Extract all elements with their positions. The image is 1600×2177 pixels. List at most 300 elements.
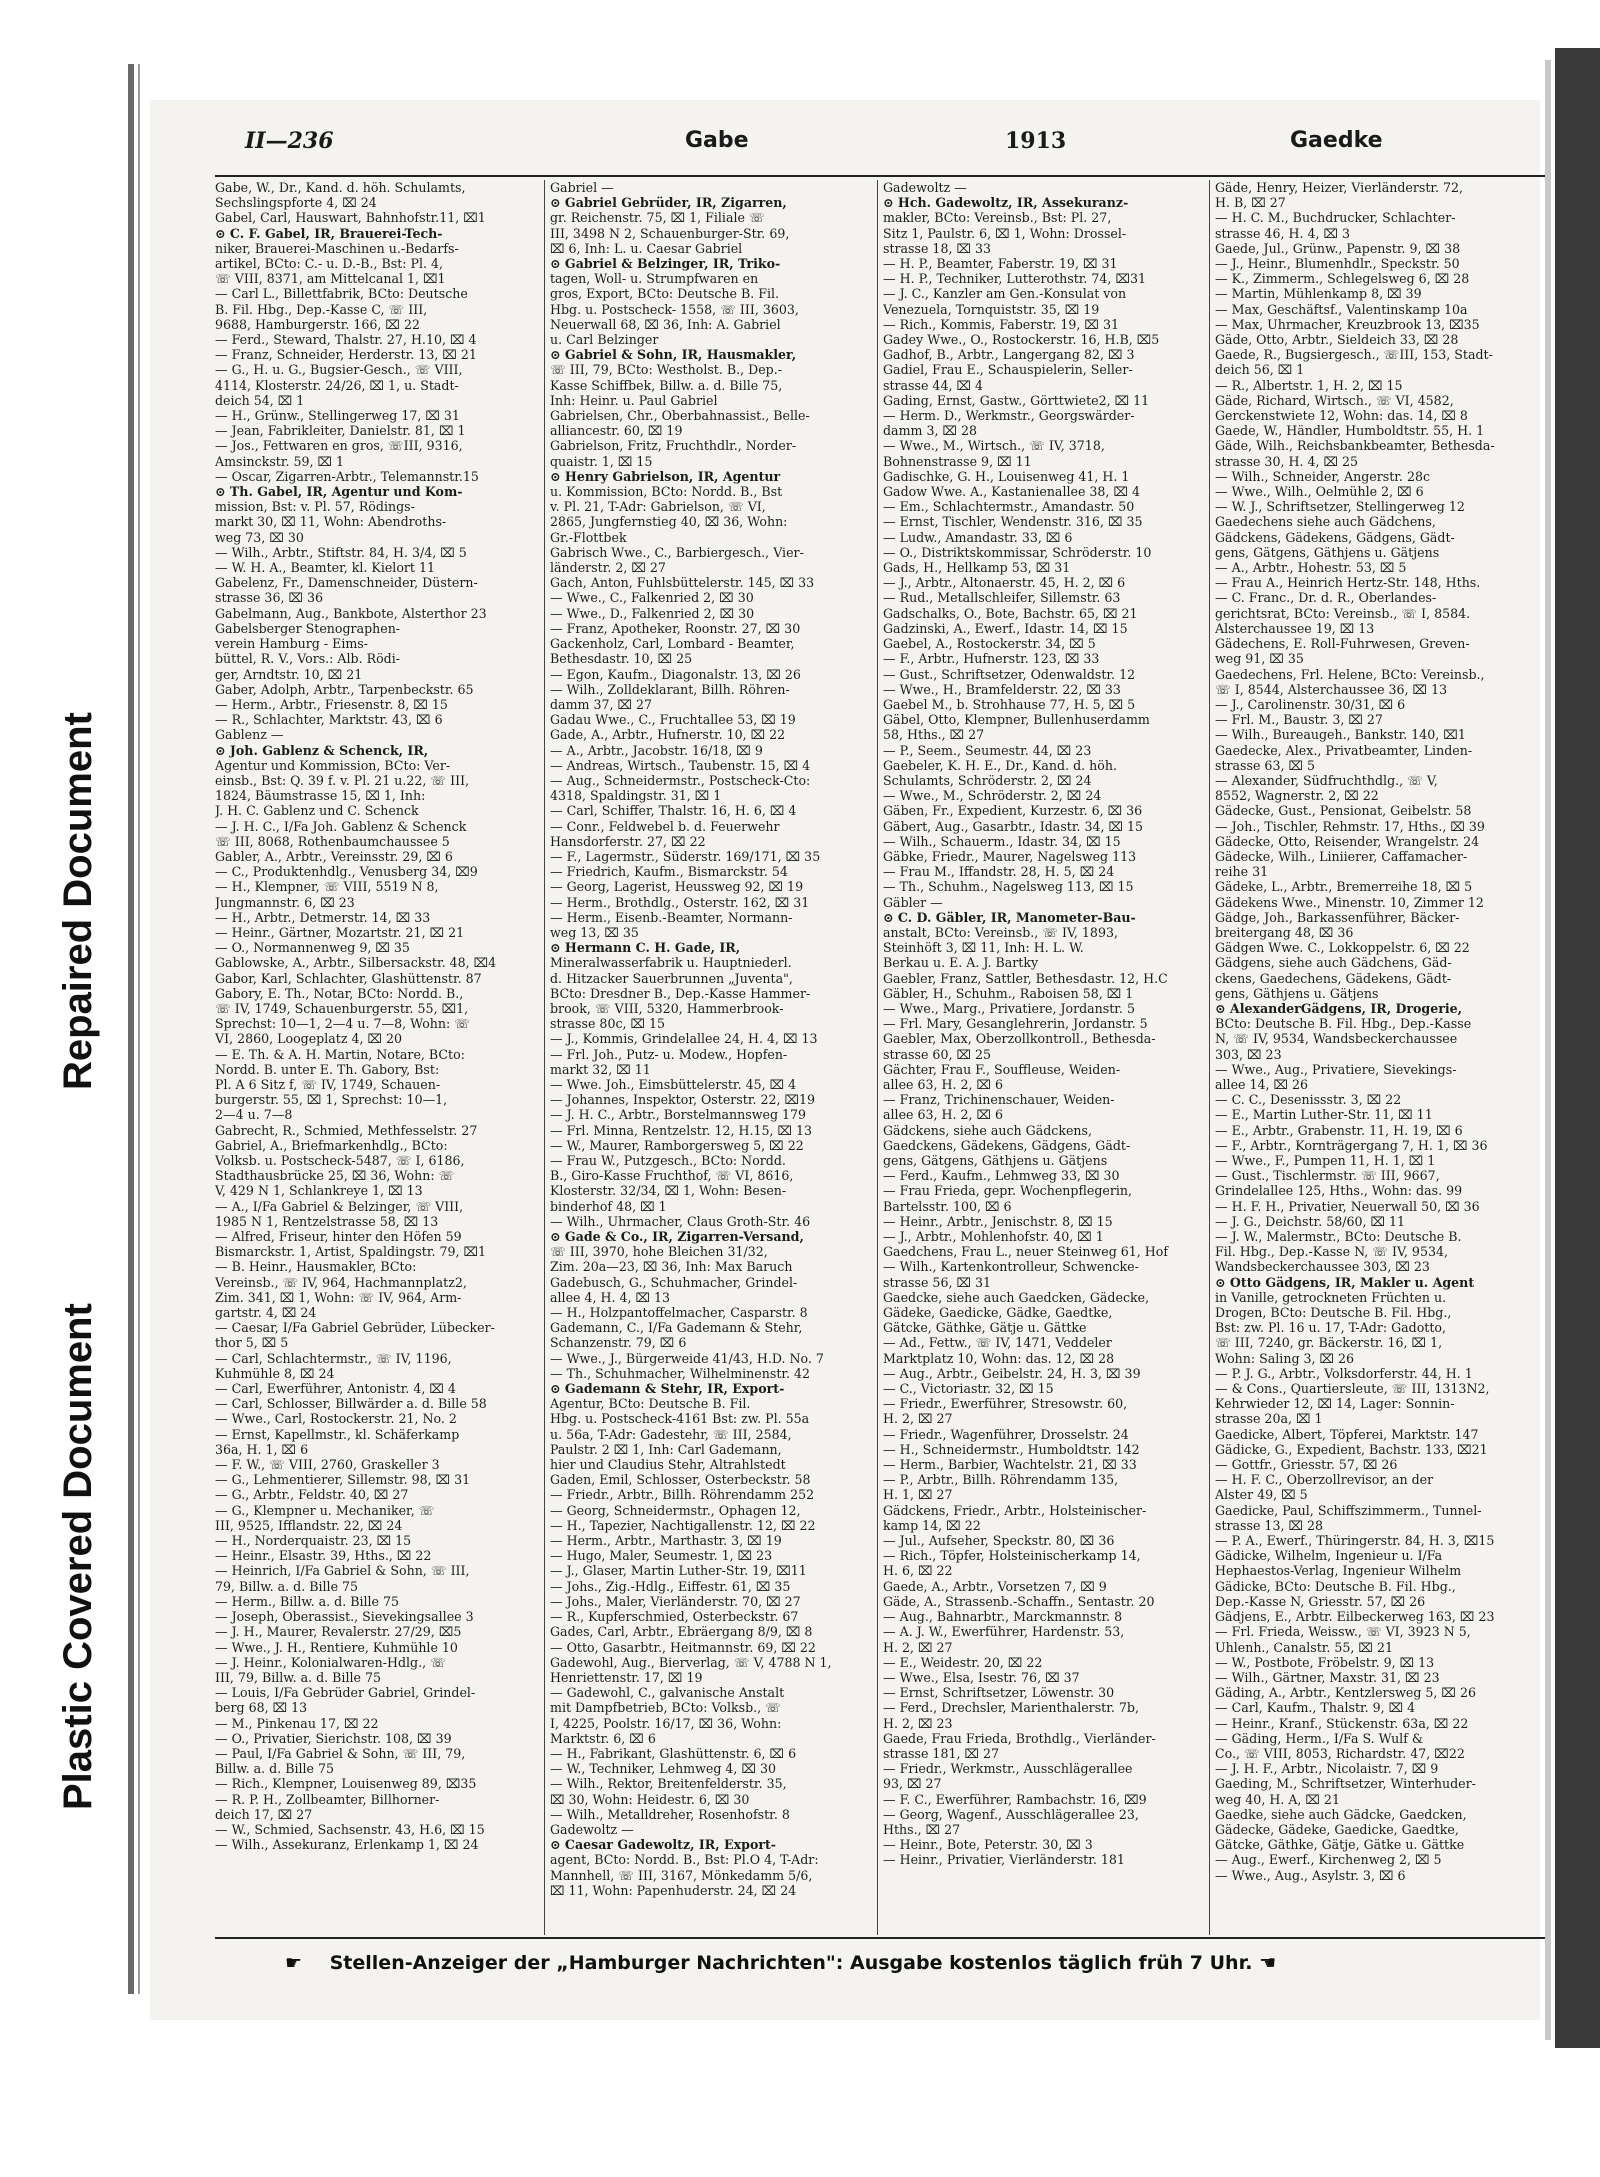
directory-entry: Gabriel — — [550, 180, 614, 195]
directory-entry: ⊙ Henry Gabrielson, IR, Agentur — [550, 468, 781, 484]
directory-entry: Gabe, W., Dr., Kand. d. höh. Schulamts, — [215, 180, 466, 195]
directory-entry: H. 2, ⌧ 27 — [883, 1411, 953, 1427]
directory-entry: — Frau A., Heinrich Hertz-Str. 148, Hths. — [1215, 575, 1481, 591]
directory-entry: — Carl, Ewerführer, Antonistr. 4, ⌧ 4 — [215, 1381, 456, 1397]
directory-entry: 2—4 u. 7—8 — [215, 1107, 293, 1123]
directory-entry: 79, Billw. a. d. Bille 75 — [215, 1578, 359, 1594]
directory-entry: — Gäding, Herm., I/Fa S. Wulf & — [1215, 1730, 1424, 1746]
directory-entry: v. Pl. 21, T-Adr: Gabrielson, ☏ VI, — [550, 499, 766, 515]
directory-entry: markt 30, ⌧ 11, Wohn: Abendroths- — [215, 514, 447, 530]
directory-entry: allee 14, ⌧ 26 — [1215, 1076, 1309, 1092]
directory-entry: Gätcke, Gäthke, Gätje, Gätke u. Gättke — [1215, 1837, 1465, 1853]
directory-entry: — Ernst, Tischler, Wendenstr. 316, ⌧ 35 — [883, 514, 1143, 530]
directory-entry: — Wwe., Aug., Privatiere, Sievekings- — [1215, 1061, 1457, 1077]
directory-entry: reihe 31 — [1215, 864, 1269, 880]
directory-entry: — B. Heinr., Hausmakler, BCto: — [215, 1259, 417, 1275]
directory-entry: H. 2, ⌧ 27 — [883, 1639, 953, 1655]
directory-entry: Gäbler — — [883, 894, 943, 910]
directory-entry: Neuerwall 68, ⌧ 36, Inh: A. Gabriel — [550, 316, 781, 332]
directory-entry: Sitz 1, Paulstr. 6, ⌧ 1, Wohn: Drossel- — [883, 225, 1127, 241]
directory-entry: — H. F. H., Privatier, Neuerwall 50, ⌧ 36 — [1215, 1198, 1480, 1214]
directory-entry: in Vanille, getrockneten Früchten u. — [1215, 1289, 1447, 1305]
directory-entry: 2865, Jungfernstieg 40, ⌧ 36, Wohn: — [550, 514, 788, 530]
directory-entry: — Wwe., F., Pumpen 11, H. 1, ⌧ 1 — [1215, 1153, 1436, 1168]
directory-entry: Grindelallee 125, Hths., Wohn: das. 99 — [1215, 1183, 1463, 1199]
directory-entry: u. Kommission, BCto: Nordd. B., Bst — [550, 484, 783, 500]
directory-entry: — Frau M., Iffandstr. 28, H. 5, ⌧ 24 — [883, 864, 1115, 880]
directory-entry: — Wwe., Elsa, Isestr. 76, ⌧ 37 — [883, 1669, 1080, 1685]
directory-entry: Gabrecht, R., Schmied, Methfesselstr. 27 — [215, 1122, 478, 1138]
directory-entry: deich 17, ⌧ 27 — [215, 1806, 313, 1822]
directory-entry: BCto: Dresdner B., Dep.-Kasse Hammer- — [550, 985, 811, 1001]
directory-entry: — K., Zimmerm., Schlegelsweg 6, ⌧ 28 — [1215, 271, 1470, 287]
directory-entry: Kuhmühle 8, ⌧ 24 — [215, 1365, 335, 1381]
directory-entry: Gaebel M., b. Strohhause 77, H. 5, ⌧ 5 — [883, 696, 1136, 712]
directory-entry: H. 2, ⌧ 23 — [883, 1715, 953, 1731]
directory-entry: ☏ III, 7240, gr. Bäckerstr. 16, ⌧ 1, — [1215, 1335, 1443, 1351]
directory-entry: Gaede, R., Bugsiergesch., ☏III, 153, Stadt- — [1215, 347, 1493, 363]
directory-entry: Nordd. B. unter E. Th. Gabory, Bst: — [215, 1061, 440, 1077]
directory-entry: Gaedecke, Alex., Privatbeamter, Linden- — [1215, 742, 1473, 758]
directory-entry: Gädckens, Friedr., Arbtr., Holsteinischer- — [883, 1502, 1147, 1518]
directory-entry: — H., Norderquaistr. 23, ⌧ 15 — [215, 1533, 412, 1549]
directory-entry: Gaedechens siehe auch Gädchens, — [1215, 514, 1436, 530]
directory-entry: — Wwe., Marg., Privatiere, Jordanstr. 5 — [883, 1000, 1135, 1016]
directory-entry: berg 68, ⌧ 13 — [215, 1700, 308, 1716]
directory-entry: allee 63, H. 2, ⌧ 6 — [883, 1107, 1004, 1123]
directory-entry: BCto: Deutsche B. Fil. Hbg., Dep.-Kasse — [1215, 1016, 1472, 1032]
directory-entry: — Rud., Metallschleifer, Sillemstr. 63 — [883, 590, 1121, 606]
directory-entry: — Heinrich, I/Fa Gabriel & Sohn, ☏ III, — [215, 1563, 470, 1579]
directory-entry: III, 79, Billw. a. d. Bille 75 — [215, 1669, 381, 1685]
directory-entry: — Wilh., Schneider, Angerstr. 28c — [1215, 468, 1431, 484]
directory-entry: — Heinr., Gärtner, Mozartstr. 21, ⌧ 21 — [215, 924, 465, 940]
directory-entry: weg 40, H. A, ⌧ 21 — [1215, 1791, 1340, 1807]
directory-entry: — Andreas, Wirtsch., Taubenstr. 15, ⌧ 4 — [550, 757, 811, 773]
directory-entry: — Wwe., J. H., Rentiere, Kuhmühle 10 — [215, 1639, 458, 1655]
directory-entry: Zim. 341, ⌧ 1, Wohn: ☏ IV, 964, Arm- — [215, 1289, 462, 1305]
directory-entry: — H. F. C., Oberzollrevisor, an der — [1215, 1472, 1434, 1488]
directory-entry: Gäbler, H., Schuhm., Raboisen 58, ⌧ 1 — [883, 985, 1134, 1001]
directory-entry: thor 5, ⌧ 5 — [215, 1335, 289, 1351]
directory-entry: — Herm., Arbtr., Friesenstr. 8, ⌧ 15 — [215, 696, 448, 712]
directory-entry: Henriettenstr. 17, ⌧ 19 — [550, 1669, 703, 1685]
directory-entry: ⊙ Joh. Gablenz & Schenck, IR, — [215, 742, 429, 758]
directory-entry: ⊙ Gabriel & Sohn, IR, Hausmakler, — [550, 347, 797, 363]
directory-entry: — Rich., Klempner, Louisenweg 89, ⌧35 — [215, 1776, 477, 1792]
directory-entry: — Frau W., Putzgesch., BCto: Nordd. — [550, 1153, 786, 1168]
directory-entry: — Aug., Bahnarbtr., Marckmannstr. 8 — [883, 1609, 1123, 1625]
directory-entry: — Wilh., Gärtner, Maxstr. 31, ⌧ 23 — [1215, 1669, 1440, 1685]
directory-entry: Gabrisch Wwe., C., Barbiergesch., Vier- — [550, 544, 804, 560]
page-number: II—236 — [245, 128, 334, 154]
directory-entry: Gabriel, A., Briefmarkenhdlg., BCto: — [215, 1137, 448, 1153]
directory-entry: — Frl. Minna, Rentzelstr. 12, H.15, ⌧ 13 — [550, 1122, 813, 1138]
directory-entry: — Frl. Joh., Putz- u. Modew., Hopfen- — [550, 1046, 788, 1062]
directory-entry: — H. C. M., Buchdrucker, Schlachter- — [1215, 210, 1456, 226]
directory-entry: Gaede, A., Arbtr., Vorsetzen 7, ⌧ 9 — [883, 1578, 1107, 1594]
directory-entry: — Wwe., M., Wirtsch., ☏ IV, 3718, — [883, 438, 1105, 454]
directory-entry: — Friedr., Arbtr., Billh. Röhrendamm 252 — [550, 1487, 815, 1503]
directory-entry: — Th., Schuhmacher, Wilhelminenstr. 42 — [550, 1365, 811, 1381]
directory-entry: Hbg. u. Postscheck- 1558, ☏ III, 3603, — [550, 301, 799, 317]
directory-entry: Alster 49, ⌧ 5 — [1215, 1487, 1308, 1503]
directory-entry: Gäbert, Aug., Gasarbtr., Idastr. 34, ⌧ 15 — [883, 818, 1144, 834]
directory-entry: — H. P., Beamter, Faberstr. 19, ⌧ 31 — [883, 256, 1118, 272]
directory-entry: tagen, Woll- u. Strumpfwaren en — [550, 271, 759, 287]
page-footer — [285, 1952, 1515, 1974]
directory-entry: — Wwe., Aug., Asylstr. 3, ⌧ 6 — [1215, 1867, 1406, 1883]
directory-entry: — Jean, Fabrikleiter, Danielstr. 81, ⌧ 1 — [215, 423, 466, 439]
directory-entry: Gädckens, siehe auch Gädckens, — [883, 1122, 1092, 1138]
directory-entry: mission, Bst: v. Pl. 57, Rödings- — [215, 499, 415, 515]
directory-entry: Gätcke, Gäthke, Gätje u. Gättke — [883, 1320, 1087, 1336]
directory-entry: strasse 63, ⌧ 5 — [1215, 757, 1315, 773]
directory-entry: Gaedchens, Frau L., neuer Steinweg 61, Hof — [883, 1244, 1169, 1260]
directory-entry: Hbg. u. Postscheck-4161 Bst: zw. Pl. 55a — [550, 1411, 810, 1427]
directory-entry: — H., Arbtr., Detmerstr. 14, ⌧ 33 — [215, 909, 431, 925]
directory-entry: Steinhöft 3, ⌧ 11, Inh: H. L. W. — [883, 940, 1084, 956]
directory-entry: — Gadewohl, C., galvanische Anstalt — [550, 1685, 785, 1701]
directory-entry: ⊙ Hermann C. H. Gade, IR, — [550, 940, 741, 956]
directory-entry: Bethesdastr. 10, ⌧ 25 — [550, 651, 693, 667]
directory-entry: — Heinr., Bote, Peterstr. 30, ⌧ 3 — [883, 1837, 1093, 1853]
directory-entry: Gades, Carl, Arbtr., Ebräergang 8/9, ⌧ 8 — [550, 1624, 813, 1640]
directory-entry: J. H. C. Gablenz und C. Schenck — [215, 803, 419, 819]
directory-entry: strasse 56, ⌧ 31 — [883, 1274, 992, 1290]
directory-entry: III, 3498 N 2, Schauenburger-Str. 69, — [550, 225, 790, 241]
directory-entry: damm 37, ⌧ 27 — [550, 696, 653, 712]
directory-entry: anstalt, BCto: Vereinsb., ☏ IV, 1893, — [883, 924, 1118, 940]
directory-entry: — Frl. Mary, Gesanglehrerin, Jordanstr. 5 — [883, 1016, 1148, 1032]
directory-entry: — J. H., Maurer, Revalerstr. 27/29, ⌧5 — [215, 1624, 462, 1640]
directory-entry: 93, ⌧ 27 — [883, 1776, 942, 1792]
directory-entry: — Georg, Schneidermstr., Ophagen 12, — [550, 1502, 801, 1518]
directory-entry: — Carl, Kaufm., Thalstr. 9, ⌧ 4 — [1215, 1700, 1416, 1716]
directory-entry: Gäde, A., Strassenb.-Schaffn., Sentastr. 20 — [883, 1593, 1155, 1609]
directory-entry: Gadischke, G. H., Louisenweg 41, H. 1 — [883, 468, 1130, 484]
directory-entry: — Wilh., Uhrmacher, Claus Groth-Str. 46 — [550, 1213, 811, 1229]
directory-entry: — C., Produktenhdlg., Venusberg 34, ⌧9 — [215, 864, 478, 880]
directory-entry: weg 91, ⌧ 35 — [1215, 651, 1304, 667]
directory-entry: — M., Pinkenau 17, ⌧ 22 — [215, 1715, 379, 1731]
directory-entry: ☏ III, 79, BCto: Westholst. B., Dep.- — [550, 362, 783, 378]
directory-entry: Gädecke, Gust., Pensionat, Geibelstr. 58 — [1215, 803, 1472, 819]
directory-entry: Klosterstr. 32/34, ⌧ 1, Wohn: Besen- — [550, 1183, 787, 1199]
directory-entry: Gadebusch, G., Schuhmacher, Grindel- — [550, 1274, 798, 1290]
directory-entry: — W., Postbote, Fröbelstr. 9, ⌧ 13 — [1215, 1654, 1435, 1670]
directory-entry: Gabelmann, Aug., Bankbote, Alsterthor 23 — [215, 605, 487, 621]
directory-entry: — Em., Schlachtermstr., Amandastr. 50 — [883, 499, 1135, 515]
directory-entry: Gädicke, Wilhelm, Ingenieur u. I/Fa — [1215, 1548, 1443, 1564]
column-divider — [1209, 180, 1210, 1935]
directory-entry: Fil. Hbg., Dep.-Kasse N, ☏ IV, 9534, — [1215, 1244, 1448, 1260]
directory-entry: — C., Victoriastr. 32, ⌧ 15 — [883, 1381, 1054, 1397]
directory-entry: Gädjens, E., Arbtr. Eilbeckerweg 163, ⌧ 23 — [1215, 1609, 1495, 1625]
directory-entry: — Herm., Brothdlg., Osterstr. 162, ⌧ 31 — [550, 894, 810, 910]
directory-entry: — P., Arbtr., Billh. Röhrendamm 135, — [883, 1472, 1119, 1488]
scan-edge-right — [1555, 48, 1600, 2048]
directory-entry: u. 56a, T-Adr: Gadestehr, ☏ III, 2584, — [550, 1426, 792, 1442]
directory-entry: — R., Kupferschmied, Osterbeckstr. 67 — [550, 1609, 799, 1625]
directory-entry: Gaedckens, Gädekens, Gädgens, Gädt- — [883, 1137, 1131, 1153]
directory-entry: — Caesar, I/Fa Gabriel Gebrüder, Lübecker- — [215, 1320, 495, 1336]
directory-entry: Gabler, A., Arbtr., Vereinsstr. 29, ⌧ 6 — [215, 848, 453, 864]
directory-entry: — Heinr., Privatier, Vierländerstr. 181 — [883, 1852, 1125, 1868]
directory-entry: — Max, Geschäftsf., Valentinskamp 10a — [1215, 301, 1468, 317]
pointing-hand-icon: ☛ — [285, 1952, 303, 1974]
directory-entry: 58, Hths., ⌧ 27 — [883, 727, 985, 743]
directory-entry: — Wilh., Bureaugeh., Bankstr. 140, ⌧1 — [1215, 727, 1466, 743]
directory-entry: — Gust., Schriftsetzer, Odenwaldstr. 12 — [883, 666, 1136, 682]
directory-entry: 4114, Klosterstr. 24/26, ⌧ 1, u. Stadt- — [215, 377, 459, 393]
directory-entry: — Hugo, Maler, Seumestr. 1, ⌧ 23 — [550, 1548, 773, 1564]
directory-entry: Dep.-Kasse N, Griesstr. 57, ⌧ 26 — [1215, 1593, 1426, 1609]
directory-entry: — Joh., Tischler, Rehmstr. 17, Hths., ⌧ 39 — [1215, 818, 1485, 834]
directory-entry: Gädekens Wwe., Minenstr. 10, Zimmer 12 — [1215, 894, 1484, 910]
directory-entry: — Paul, I/Fa Gabriel & Sohn, ☏ III, 79, — [215, 1745, 466, 1761]
directory-entry: burgerstr. 55, ⌧ 1, Sprechst: 10—1, — [215, 1092, 448, 1108]
directory-entry: — Carl L., Billettfabrik, BCto: Deutsche — [215, 286, 468, 302]
directory-entry: Gäding, A., Arbtr., Kentzlersweg 5, ⌧ 26 — [1215, 1685, 1476, 1701]
directory-entry: gens, Gäthjens u. Gätjens — [1215, 985, 1379, 1001]
directory-entry: Gaedechens, Frl. Helene, BCto: Vereinsb., — [1215, 666, 1485, 682]
directory-entry: Gädgen Wwe. C., Lokkoppelstr. 6, ⌧ 22 — [1215, 940, 1470, 956]
column-4 — [1215, 180, 1545, 1935]
directory-entry: — J., Arbtr., Mohlenhofstr. 40, ⌧ 1 — [883, 1229, 1104, 1245]
directory-entry: Gads, H., Hellkamp 53, ⌧ 31 — [883, 560, 1071, 576]
directory-entry: länderstr. 2, ⌧ 27 — [550, 560, 666, 576]
directory-entry: — Georg, Wagenf., Ausschlägerallee 23, — [883, 1806, 1139, 1822]
directory-entry: Schulamts, Schröderstr. 2, ⌧ 24 — [883, 772, 1092, 788]
directory-entry: — J. C., Kanzler am Gen.-Konsulat von — [883, 286, 1127, 302]
directory-entry: Wohn: Saling 3, ⌧ 26 — [1215, 1350, 1355, 1366]
directory-entry: Hths., ⌧ 27 — [883, 1821, 961, 1837]
directory-entry: — W. J., Schriftsetzer, Stellingerweg 12 — [1215, 499, 1465, 515]
directory-entry: — H., Tapezier, Nachtigallenstr. 12, ⌧ 22 — [550, 1517, 816, 1533]
directory-entry: — F. C., Ewerführer, Rambachstr. 16, ⌧9 — [883, 1791, 1147, 1807]
directory-entry: — A., Arbtr., Jacobstr. 16/18, ⌧ 9 — [550, 742, 763, 758]
directory-entry: ckens, Gaedechens, Gädekens, Gädt- — [1215, 970, 1452, 986]
directory-entry: ☏ III, 8068, Rothenbaumchaussee 5 — [215, 833, 450, 849]
directory-entry: H. B, ⌧ 27 — [1215, 195, 1286, 211]
directory-entry: ⊙ Gabriel & Belzinger, IR, Triko- — [550, 256, 781, 272]
directory-entry: — Frl. Frieda, Weissw., ☏ VI, 3923 N 5, — [1215, 1624, 1471, 1640]
directory-entry: verein Hamburg - Eims- — [215, 636, 369, 652]
directory-entry: Gaedke, siehe auch Gädcke, Gaedcken, — [1215, 1806, 1467, 1822]
directory-entry: I, 4225, Poolstr. 16/17, ⌧ 36, Wohn: — [550, 1715, 782, 1731]
header-last-entry: Gaedke — [1290, 128, 1383, 153]
directory-entry: u. Carl Belzinger — [550, 332, 659, 348]
directory-entry: — J. G., Deichstr. 58/60, ⌧ 11 — [1215, 1213, 1406, 1229]
directory-entry: — C. Franc., Dr. d. R., Oberlandes- — [1215, 590, 1437, 606]
directory-entry: Gadewoltz — — [883, 180, 967, 195]
directory-entry: Gäde, Henry, Heizer, Vierländerstr. 72, — [1215, 180, 1464, 195]
scan-edge-left-inner — [138, 64, 140, 1994]
directory-entry: Gädge, Joh., Barkassenführer, Bäcker- — [1215, 909, 1460, 925]
directory-entry: — Carl, Schiffer, Thalstr. 16, H. 6, ⌧ 4 — [550, 803, 797, 819]
directory-entry: — R. P. H., Zollbeamter, Billhorner- — [215, 1791, 440, 1807]
directory-entry: Gaebeler, K. H. E., Dr., Kand. d. höh. — [883, 757, 1117, 773]
directory-entry: — Otto, Gasarbtr., Heitmannstr. 69, ⌧ 22 — [550, 1639, 816, 1655]
directory-entry: ⊙ Gade & Co., IR, Zigarren-Versand, — [550, 1229, 804, 1245]
directory-entry: — Ferd., Drechsler, Marienthalerstr. 7b, — [883, 1700, 1139, 1716]
directory-entry: — Alfred, Friseur, hinter den Höfen 59 — [215, 1229, 462, 1245]
directory-entry: binderhof 48, ⌧ 1 — [550, 1198, 667, 1214]
directory-entry: Gädeke, L., Arbtr., Bremerreihe 18, ⌧ 5 — [1215, 879, 1473, 895]
directory-entry: ⊙ AlexanderGädgens, IR, Drogerie, — [1215, 1000, 1463, 1016]
directory-entry: Gadau Wwe., C., Fruchtallee 53, ⌧ 19 — [550, 712, 796, 728]
directory-entry: — E., Weidestr. 20, ⌧ 22 — [883, 1654, 1043, 1670]
directory-entry: Gadewoltz — — [550, 1821, 634, 1837]
directory-entry: Gabelenz, Fr., Damenschneider, Düstern- — [215, 575, 478, 591]
directory-entry: Gadow Wwe. A., Kastanienallee 38, ⌧ 4 — [883, 484, 1140, 500]
directory-entry: — Gust., Tischlermstr. ☏ III, 9667, — [1215, 1168, 1440, 1184]
directory-entry: — Friedrich, Kaufm., Bismarckstr. 54 — [550, 864, 788, 880]
directory-entry: gros, Export, BCto: Deutsche B. Fil. — [550, 286, 780, 302]
directory-entry: ⊙ C. F. Gabel, IR, Brauerei-Tech- — [215, 225, 443, 241]
directory-entry: ⌧ 30, Wohn: Heidestr. 6, ⌧ 30 — [550, 1791, 750, 1807]
directory-entry: Mannhell, ☏ III, 3167, Mönkedamm 5/6, — [550, 1867, 813, 1883]
directory-entry: — Wwe., D., Falkenried 2, ⌧ 30 — [550, 605, 755, 621]
directory-entry: — Carl, Schlosser, Billwärder a. d. Bille 58 — [215, 1396, 487, 1412]
header-rule — [215, 175, 1545, 177]
directory-entry: — J. H. C., I/Fa Joh. Gablenz & Schenck — [215, 818, 467, 834]
scan-edge-right-inner — [1545, 60, 1551, 2040]
directory-entry: — Louis, I/Fa Gebrüder Gabriel, Grindel- — [215, 1685, 476, 1701]
directory-entry: hier und Claudius Stehr, Altrahlstedt — [550, 1457, 786, 1473]
directory-entry: ☏ IV, 1749, Schauenburgerstr. 55, ⌧1, — [215, 1000, 469, 1016]
directory-entry: Gaebler, Max, Oberzollkontroll., Bethesda- — [883, 1031, 1156, 1047]
directory-entry: ⌧ 11, Wohn: Papenhuderstr. 24, ⌧ 24 — [550, 1882, 797, 1898]
directory-entry: ⊙ Th. Gabel, IR, Agentur und Kom- — [215, 484, 463, 500]
directory-entry: — Wwe., Wilh., Oelmühle 2, ⌧ 6 — [1215, 484, 1424, 500]
directory-entry: Gade, A., Arbtr., Hufnerstr. 10, ⌧ 22 — [550, 727, 786, 743]
directory-entry: — Friedr., Ewerführer, Stresowstr. 60, — [883, 1396, 1128, 1412]
directory-entry: alliancestr. 60, ⌧ 19 — [550, 423, 683, 439]
directory-entry: — Ludw., Amandastr. 33, ⌧ 6 — [883, 529, 1073, 545]
directory-entry: — Ferd., Kaufm., Lehmweg 33, ⌧ 30 — [883, 1168, 1120, 1184]
directory-entry: makler, BCto: Vereinsb., Bst: Pl. 27, — [883, 210, 1112, 226]
directory-columns — [215, 180, 1545, 1935]
directory-entry: Gaede, Frau Frieda, Brothdlg., Vierländer- — [883, 1730, 1156, 1746]
directory-entry: — H., Schneidermstr., Humboldtstr. 142 — [883, 1441, 1140, 1457]
directory-entry: — P. J. G., Arbtr., Volksdorferstr. 44, H. 1 — [1215, 1365, 1473, 1381]
directory-entry: deich 56, ⌧ 1 — [1215, 362, 1305, 378]
directory-entry: — Heinr., Kranf., Stückenstr. 63a, ⌧ 22 — [1215, 1715, 1469, 1731]
directory-entry: — O., Normannenweg 9, ⌧ 35 — [215, 940, 410, 956]
directory-entry: — A. J. W., Ewerführer, Hardenstr. 53, — [883, 1624, 1125, 1640]
directory-entry: — Wilh., Schauerm., Idastr. 34, ⌧ 15 — [883, 833, 1121, 849]
directory-entry: Schanzenstr. 79, ⌧ 6 — [550, 1335, 687, 1351]
directory-entry: — Aug., Ewerf., Kirchenweg 2, ⌧ 5 — [1215, 1852, 1442, 1868]
directory-entry: Gaedicke, Paul, Schiffszimmerm., Tunnel- — [1215, 1502, 1482, 1518]
directory-entry: Gaber, Adolph, Arbtr., Tarpenbeckstr. 65 — [215, 681, 474, 697]
directory-entry: ☏ VIII, 8371, am Mittelcanal 1, ⌧1 — [215, 271, 446, 287]
directory-entry: — Johs., Maler, Vierländerstr. 70, ⌧ 27 — [550, 1593, 801, 1609]
directory-entry: N, ☏ IV, 9534, Wandsbeckerchaussee — [1215, 1031, 1458, 1047]
column-2 — [550, 180, 868, 1935]
directory-entry: kamp 14, ⌧ 22 — [883, 1517, 981, 1533]
directory-entry: Gadschalks, O., Bote, Bachstr. 65, ⌧ 21 — [883, 605, 1138, 621]
directory-entry: — Oscar, Zigarren-Arbtr., Telemannstr.15 — [215, 468, 479, 484]
directory-entry: — Aug., Arbtr., Geibelstr. 24, H. 3, ⌧ 39 — [883, 1365, 1141, 1381]
directory-entry: Gädecke, Wilh., Liniierer, Caffamacher- — [1215, 848, 1468, 864]
directory-entry: artikel, BCto: C.- u. D.-B., Bst: Pl. 4, — [215, 256, 444, 272]
directory-entry: Zim. 20a—23, ⌧ 36, Inh: Max Baruch — [550, 1259, 793, 1275]
directory-entry: Gädecke, Otto, Reisender, Wrangelstr. 24 — [1215, 833, 1480, 849]
directory-entry: — Franz, Schneider, Herderstr. 13, ⌧ 21 — [215, 347, 477, 363]
directory-entry: Stadthausbrücke 25, ⌧ 36, Wohn: ☏ — [215, 1168, 455, 1184]
directory-entry: — Conr., Feldwebel b. d. Feuerwehr — [550, 818, 780, 834]
directory-entry: B., Giro-Kasse Fruchthof, ☏ VI, 8616, — [550, 1168, 794, 1184]
directory-entry: — Johs., Zig.-Hdlg., Eiffestr. 61, ⌧ 35 — [550, 1578, 791, 1594]
directory-entry: — J., Glaser, Martin Luther-Str. 19, ⌧11 — [550, 1563, 807, 1579]
directory-entry: ⊙ C. D. Gäbler, IR, Manometer-Bau- — [883, 909, 1136, 925]
directory-entry: Gädicke, G., Expedient, Bachstr. 133, ⌧21 — [1215, 1441, 1488, 1457]
directory-entry: — Wwe. Joh., Eimsbüttelerstr. 45, ⌧ 4 — [550, 1076, 797, 1092]
directory-entry: Gabrielsen, Chr., Oberbahnassist., Belle- — [550, 408, 810, 424]
directory-entry: Mineralwasserfabrik u. Hauptniederl. — [550, 955, 792, 971]
directory-entry: — Rich., Kommis, Faberstr. 19, ⌧ 31 — [883, 316, 1119, 332]
directory-entry: — Frau Frieda, gepr. Wochenpflegerin, — [883, 1183, 1133, 1199]
directory-entry: III, 9525, Ifflandstr. 22, ⌧ 24 — [215, 1517, 403, 1533]
directory-entry: ☏ I, 8544, Alsterchaussee 36, ⌧ 13 — [1215, 681, 1448, 697]
directory-entry: Uhlenh., Canalstr. 55, ⌧ 21 — [1215, 1639, 1393, 1655]
directory-entry: — Franz, Apotheker, Roonstr. 27, ⌧ 30 — [550, 620, 801, 636]
directory-entry: — J. H. C., Arbtr., Borstelmannsweg 179 — [550, 1107, 807, 1123]
directory-entry: mit Dampfbetrieb, BCto: Volksb., ☏ — [550, 1700, 781, 1716]
directory-entry: — Wwe., M., Schröderstr. 2, ⌧ 24 — [883, 788, 1102, 804]
scan-edge-left — [128, 64, 134, 1994]
directory-entry: Gadewohl, Aug., Bierverlag, ☏ V, 4788 N 1, — [550, 1654, 832, 1670]
directory-entry: — J. H. F., Arbtr., Nicolaistr. 7, ⌧ 9 — [1215, 1761, 1439, 1777]
directory-entry: — P., Seem., Seumestr. 44, ⌧ 23 — [883, 742, 1092, 758]
directory-entry: 4318, Spaldingstr. 31, ⌧ 1 — [550, 788, 722, 804]
directory-entry: Marktplatz 10, Wohn: das. 12, ⌧ 28 — [883, 1350, 1115, 1366]
directory-entry: — Wilh., Metalldreher, Rosenhofstr. 8 — [550, 1806, 790, 1822]
directory-entry: — Ernst, Schriftsetzer, Löwenstr. 30 — [883, 1685, 1115, 1701]
directory-entry: — A., Arbtr., Hohestr. 53, ⌧ 5 — [1215, 560, 1407, 576]
directory-entry: ⊙ Hch. Gadewoltz, IR, Assekuranz- — [883, 195, 1129, 211]
directory-entry: — Wwe., J., Bürgerweide 41/43, H.D. No. 7 — [550, 1350, 824, 1366]
directory-entry: Gäde, Otto, Arbtr., Sieldeich 33, ⌧ 28 — [1215, 332, 1459, 348]
directory-entry: Gablenz — — [215, 727, 284, 743]
directory-entry: Agentur und Kommission, BCto: Ver- — [215, 757, 451, 773]
directory-entry: — Wwe., C., Falkenried 2, ⌧ 30 — [550, 590, 754, 606]
directory-entry: — J., Carolinenstr. 30/31, ⌧ 6 — [1215, 696, 1406, 712]
directory-entry: Gr.-Flottbek — [550, 529, 627, 545]
directory-entry: — Heinr., Arbtr., Jenischstr. 8, ⌧ 15 — [883, 1213, 1113, 1229]
directory-entry: — Martin, Mühlenkamp 8, ⌧ 39 — [1215, 286, 1422, 302]
directory-entry: deich 54, ⌧ 1 — [215, 392, 305, 408]
directory-entry: Gadhof, B., Arbtr., Langergang 82, ⌧ 3 — [883, 347, 1135, 363]
column-divider — [544, 180, 545, 1935]
directory-entry: 1824, Bäumstrasse 15, ⌧ 1, Inh: — [215, 788, 426, 804]
directory-entry: Kehrwieder 12, ⌧ 14, Lager: Sonnin- — [1215, 1396, 1455, 1412]
pointing-hand-icon: ☚ — [1259, 1952, 1277, 1974]
directory-entry: Billw. a. d. Bille 75 — [215, 1761, 335, 1777]
directory-entry: strasse 44, ⌧ 4 — [883, 377, 983, 393]
directory-entry: Gaede, Jul., Grünw., Papenstr. 9, ⌧ 38 — [1215, 240, 1461, 256]
directory-entry: — H., Holzpantoffelmacher, Casparstr. 8 — [550, 1305, 808, 1321]
directory-entry: — H. P., Techniker, Lutterothstr. 74, ⌧31 — [883, 271, 1146, 287]
directory-entry: strasse 36, ⌧ 36 — [215, 590, 324, 606]
directory-entry: Sprechst: 10—1, 2—4 u. 7—8, Wohn: ☏ — [215, 1016, 470, 1032]
directory-entry: Hephaestos-Verlag, Ingenieur Wilhelm — [1215, 1563, 1462, 1579]
directory-entry: Gerckenstwiete 12, Wohn: das. 14, ⌧ 8 — [1215, 408, 1468, 424]
directory-entry: Gabel, Carl, Hauswart, Bahnhofstr.11, ⌧1 — [215, 210, 486, 226]
